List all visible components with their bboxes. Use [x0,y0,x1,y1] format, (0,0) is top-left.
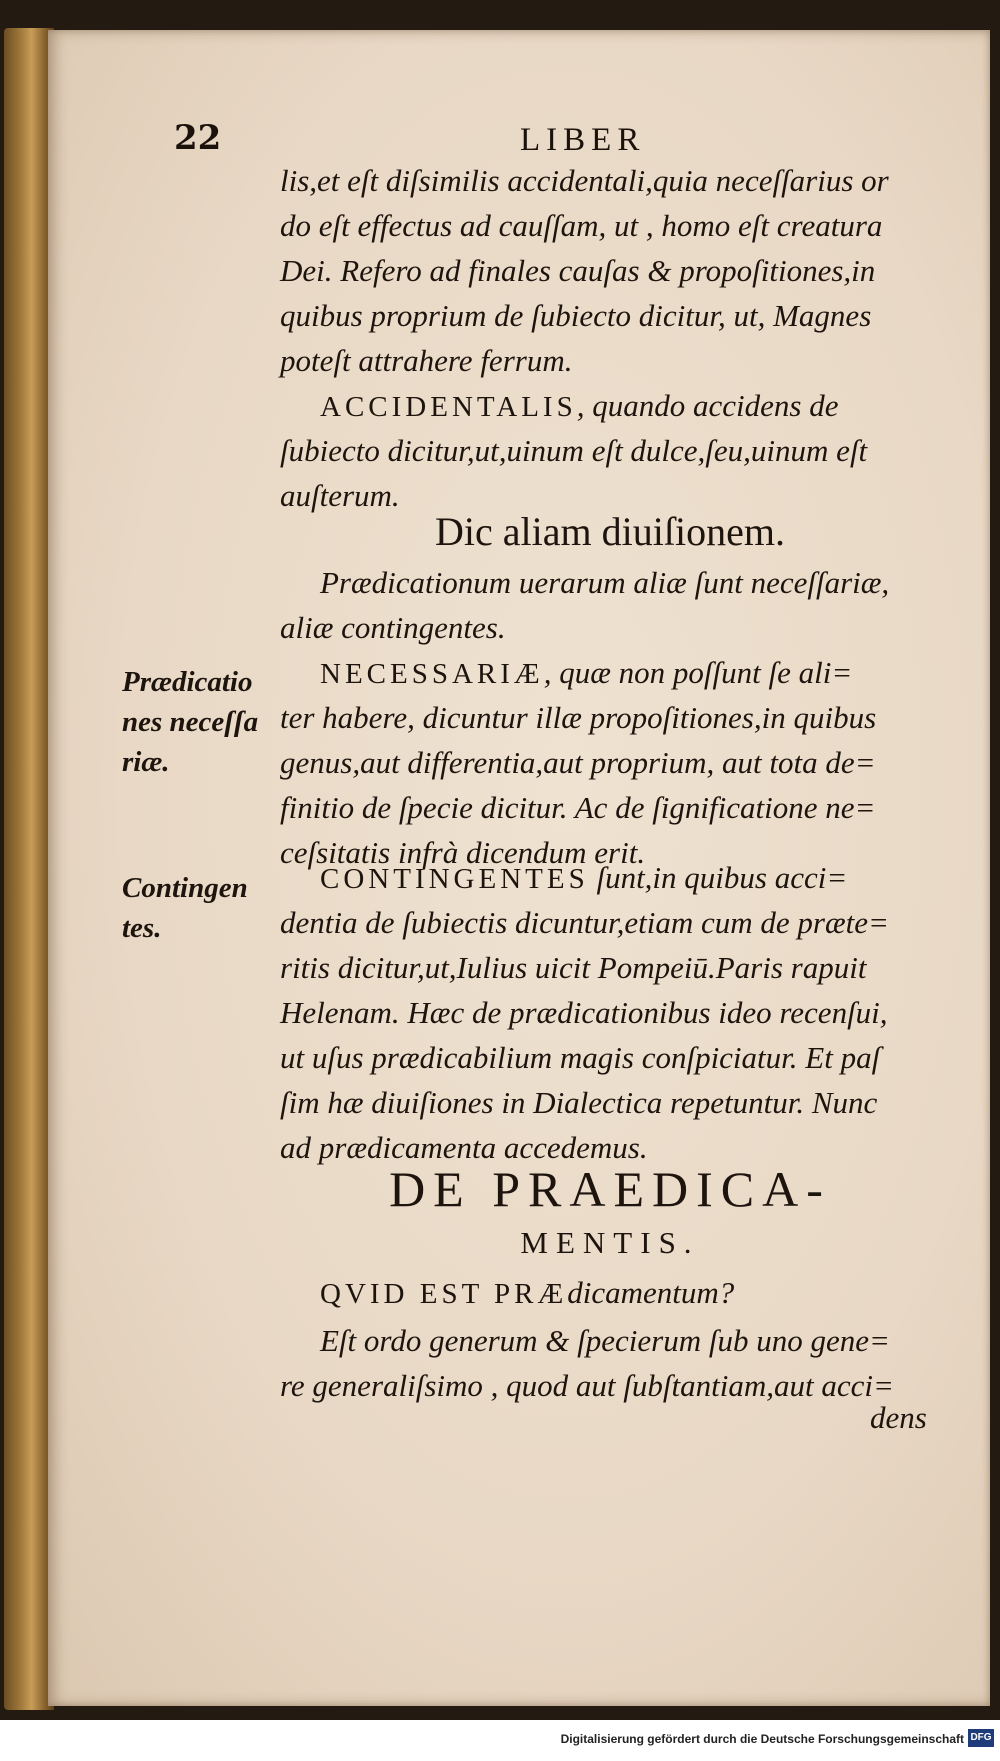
text-line: dentia de ſubiectis dicuntur,etiam cum de præte= [280,905,889,940]
text-line [280,383,940,428]
lead-term: NECESSARIÆ [320,658,544,690]
text-block-necessariae [280,650,940,875]
page-edge [4,28,54,1710]
footer-bar [0,1720,1000,1761]
text-fragment: , quando accidens de [576,388,839,423]
question-lead: QVID EST PRÆ [320,1278,568,1310]
text-line: Prædicationum uerarum aliæ ſunt neceſſariæ, [320,565,890,600]
text-line: lis,et eſt diſsimilis accidentali,quia neceſſarius or [280,163,889,198]
margin-note-line: Contingen [122,872,248,904]
lead-term: ACCIDENTALIS [320,391,577,423]
section-heading-line-1: DE PRAEDICA- [389,1161,831,1217]
margin-note-necessariae [122,662,272,782]
text-line: do eſt effectus ad cauſſam, ut , homo eſt creatura [280,208,883,243]
text-line: re generaliſsimo , quod aut ſubſtantiam,aut acci= [280,1368,894,1403]
text-line: genus,aut differentia,aut proprium, aut tota de= [280,745,876,780]
text-line: Dei. Refero ad finales cauſas & propoſitiones,in [280,253,876,288]
text-line: finitio de ſpecie dicitur. Ac de ſignificatione ne= [280,790,876,825]
section-heading-line-2: MENTIS. [520,1225,700,1260]
text-block-answer [280,1318,940,1408]
text-line: ſim hæ diuiſiones in Dialectica repetuntur. Nunc [280,1085,878,1120]
text-block-contingentes [280,855,940,1170]
text-block-praedicationum [280,560,940,650]
catchword: dens [870,1400,927,1435]
text-line: ter habere, dicuntur illæ propoſitiones,in quibus [280,700,877,735]
lead-term: CONTINGENTES [320,863,589,895]
text-line: ſubiecto dicitur,ut,uinum eſt dulce,ſeu,uinum eſt [280,433,868,468]
funding-credit: Digitalisierung gefördert durch die Deutsche Forschungsgemeinschaft [560,1732,964,1746]
heading-divisio: Dic aliam diuiſionem. [435,509,785,554]
margin-note-line: Prædicatio [122,666,253,698]
text-line: aliæ contingentes. [280,610,506,645]
text-block-1 [280,158,940,383]
text-line: Helenam. Hæc de prædicationibus ideo recenſui, [280,995,888,1030]
text-line: auſterum. [280,478,400,513]
text-line [280,650,940,695]
running-head: LIBER [520,122,646,158]
text-fragment: , quæ non poſſunt ſe ali= [543,655,853,690]
margin-note-contingentes [122,868,272,948]
margin-note-line: riæ. [122,746,170,778]
text-line: ceſsitatis infrà dicendum erit. [280,835,646,870]
text-block-accidentalis [280,383,940,518]
text-line: Eſt ordo generum & ſpecierum ſub uno gene= [320,1323,890,1358]
margin-note-line: nes neceſſa [122,706,259,738]
text-line: ad prædicamenta accedemus. [280,1130,648,1165]
margin-note-line: tes. [122,912,162,944]
text-line: poteſt attrahere ferrum. [280,343,573,378]
text-fragment: ſunt,in quibus acci= [588,860,848,895]
text-block-question [280,1270,940,1315]
text-line [280,855,940,900]
page-number: 22 [174,118,222,158]
text-line: ritis dicitur,ut,Iulius uicit Pompeiū.Paris rapuit [280,950,867,985]
dfg-logo: DFG [968,1729,994,1747]
text-fragment: dicamentum? [567,1275,735,1310]
text-line: quibus proprium de ſubiecto dicitur, ut, Magnes [280,298,872,333]
text-line [280,1270,940,1315]
text-line: ut uſus prædicabilium magis conſpiciatur. Et paſ [280,1040,881,1075]
